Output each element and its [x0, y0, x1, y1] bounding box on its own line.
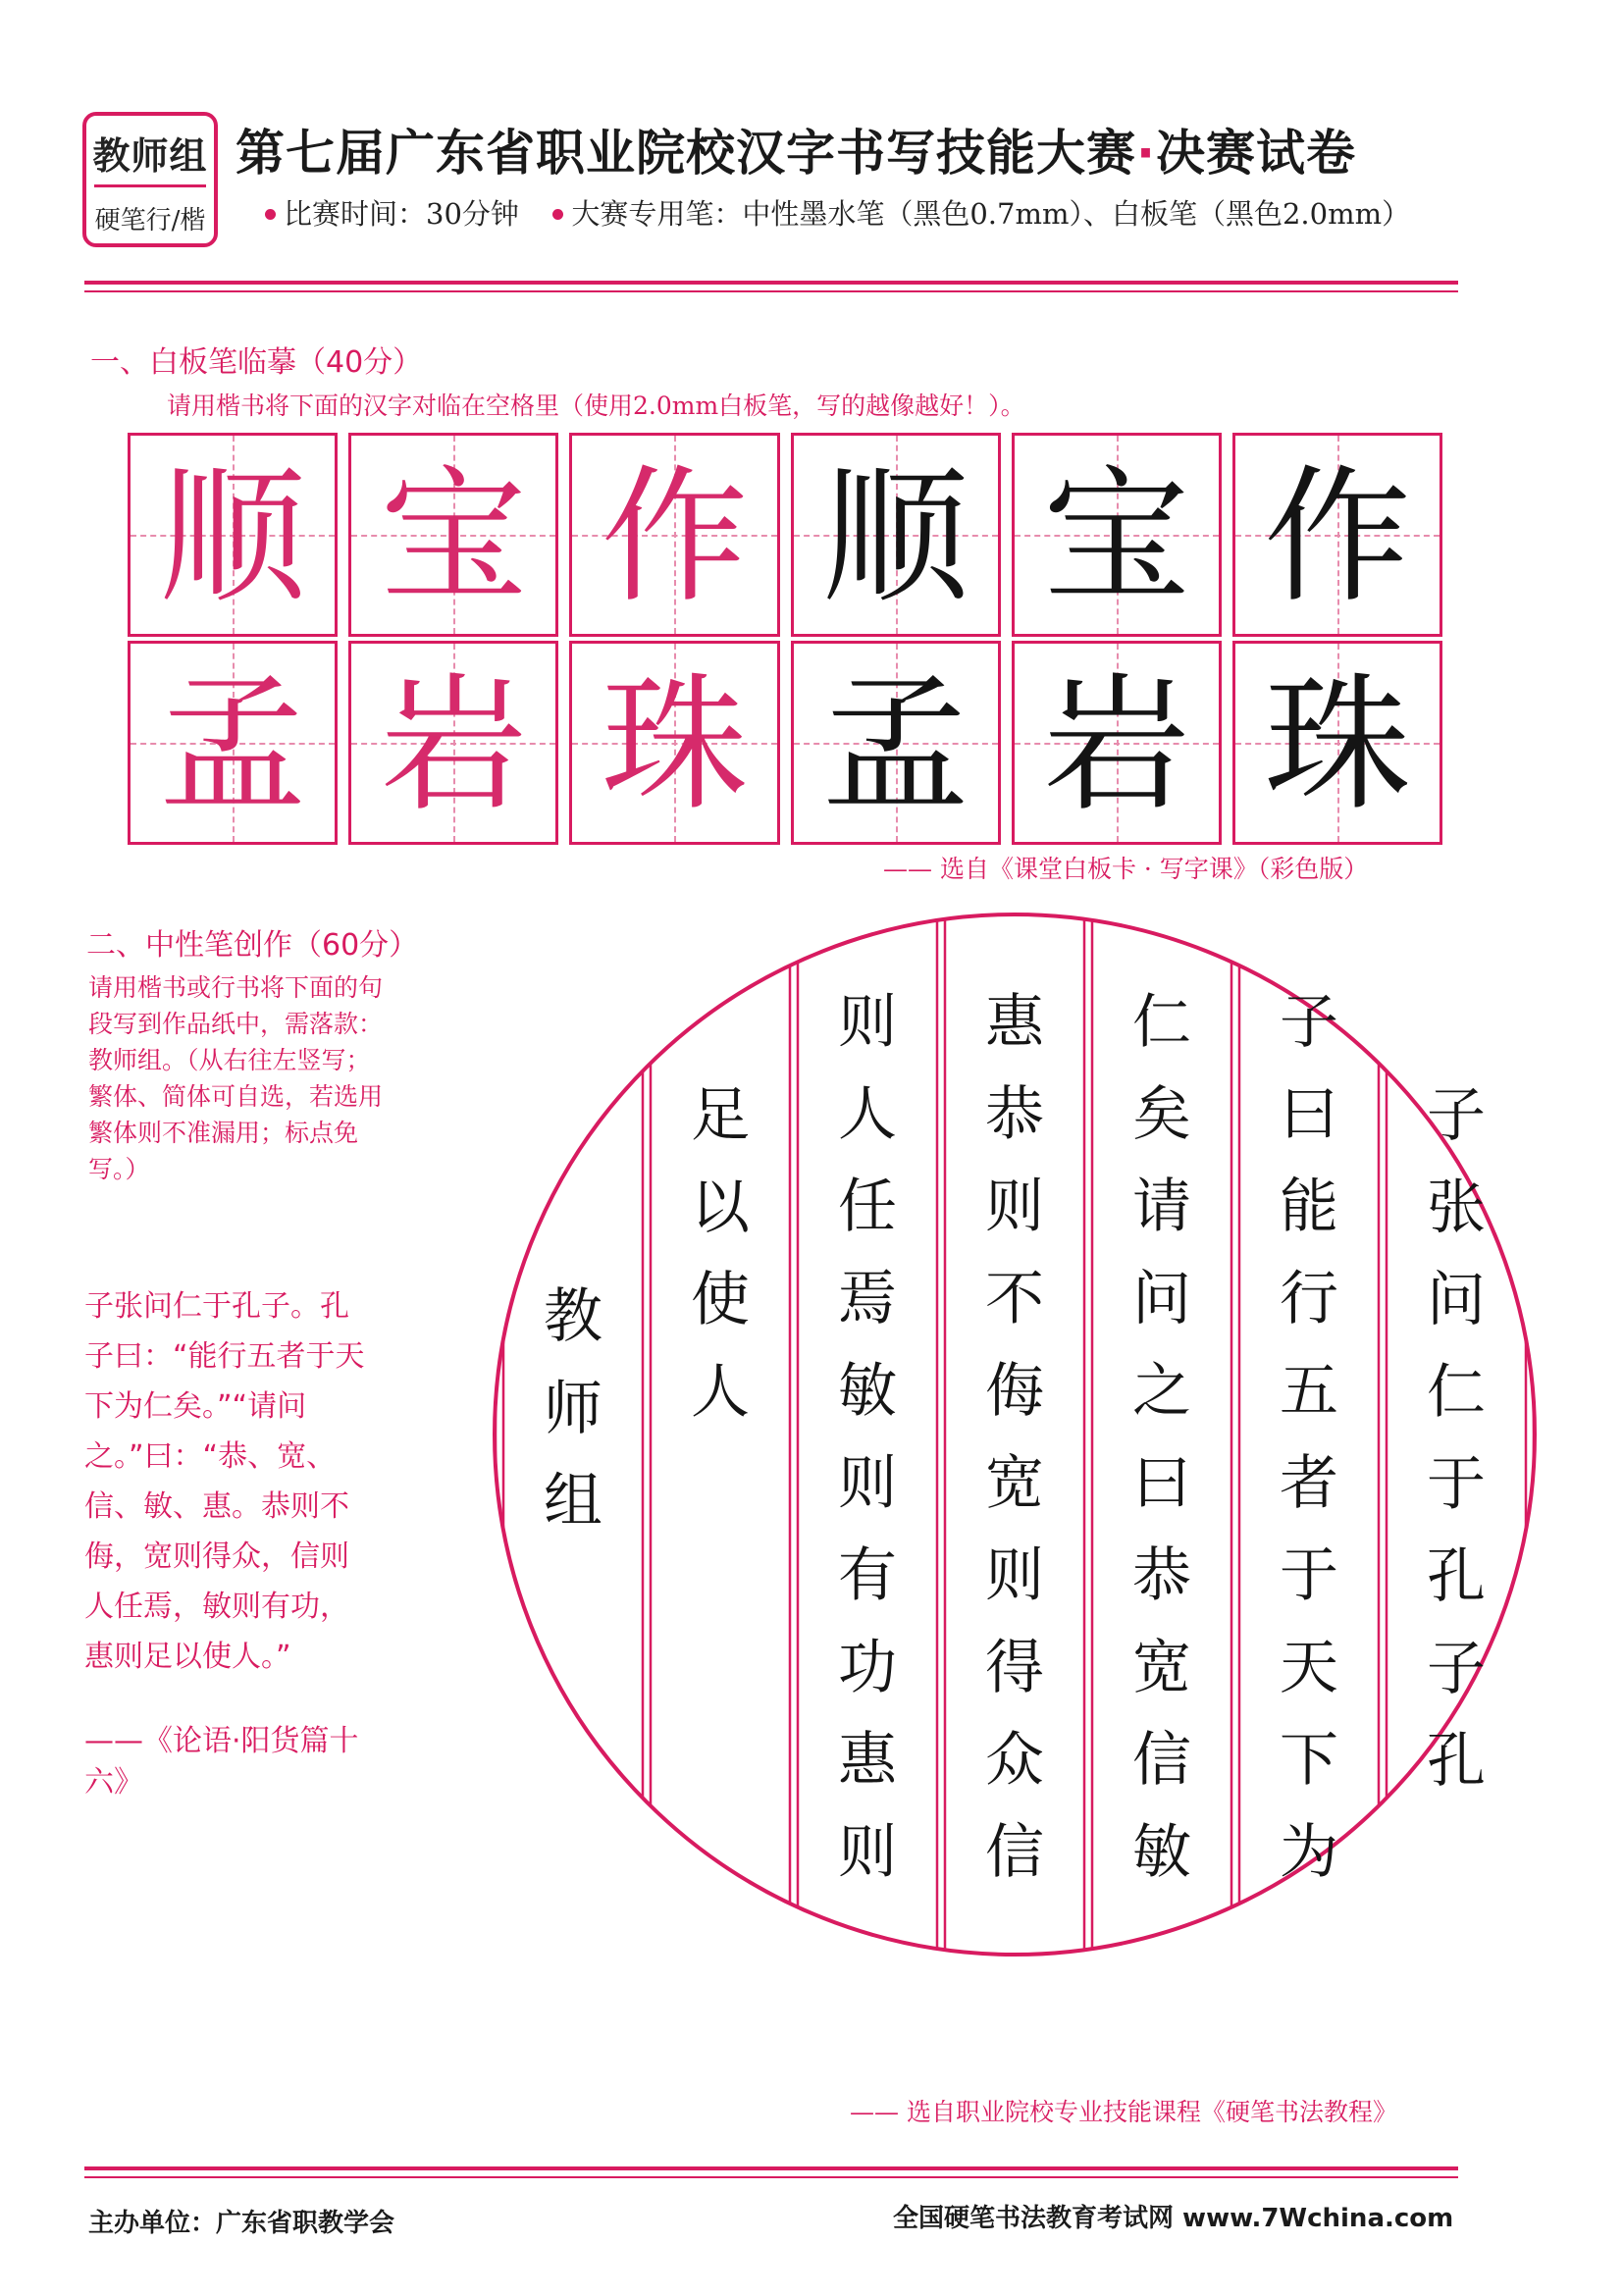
calligraphy-character: 则 — [985, 1541, 1044, 1610]
model-character: 作 — [601, 452, 749, 623]
calligraphy-character: 于 — [1280, 1541, 1338, 1610]
calligraphy-character: 孔 — [1427, 1542, 1486, 1611]
badge-divider — [94, 184, 206, 187]
calligraphy-character: 能 — [1280, 1173, 1338, 1241]
calligraphy-character: 之 — [1132, 1357, 1191, 1426]
calligraphy-character: 下 — [1280, 1726, 1338, 1795]
copy-cell[interactable] — [1012, 433, 1222, 637]
section2-title: 二、中性笔创作（60分） — [86, 928, 419, 963]
calligraphy-character: 五 — [1280, 1357, 1338, 1426]
copy-cell[interactable] — [348, 433, 558, 637]
copied-character: 作 — [1263, 452, 1411, 623]
calligraphy-character: 众 — [985, 1726, 1044, 1795]
calligraphy-character: 使 — [691, 1266, 750, 1334]
copied-character: 珠 — [1263, 660, 1411, 831]
calligraphy-character: 有 — [838, 1541, 897, 1610]
circle-paper-svg — [475, 895, 1554, 1974]
section2-credit: —— 选自职业院校专业技能课程《硬笔书法教程》 — [850, 2098, 1397, 2126]
calligraphy-character: 张 — [1427, 1174, 1486, 1242]
calligraphy-character: 人 — [691, 1358, 750, 1427]
calligraphy-character: 信 — [985, 1818, 1044, 1887]
calligraphy-character: 敏 — [838, 1357, 897, 1426]
calligraphy-character: 组 — [544, 1467, 602, 1536]
calligraphy-character: 曰 — [1280, 1080, 1338, 1149]
calligraphy-character: 不 — [985, 1265, 1044, 1333]
title-main: 第七届广东省职业院校汉字书写技能大赛 — [236, 125, 1136, 182]
calligraphy-character: 教 — [544, 1282, 602, 1351]
title-dot: · — [1136, 125, 1156, 182]
calligraphy-character: 惠 — [838, 1726, 897, 1795]
work-paper-circle[interactable] — [475, 895, 1554, 1974]
calligraphy-character: 恭 — [1132, 1541, 1191, 1610]
copied-character: 孟 — [821, 660, 969, 831]
calligraphy-character: 则 — [838, 988, 897, 1057]
title-end: 决赛试卷 — [1156, 125, 1356, 182]
copy-cell[interactable] — [569, 433, 779, 637]
copy-cell[interactable] — [1012, 641, 1222, 845]
calligraphy-character: 则 — [838, 1449, 897, 1518]
passage-text: 子张问仁于孔子。孔子曰：“能行五者于天下为仁矣。”“请问之。”曰：“恭、宽、信、敏、惠。恭则不侮，宽则得众，信则人任焉，敏则有功，惠则足以使人。” — [84, 1289, 365, 1674]
calligraphy-character: 于 — [1427, 1450, 1486, 1519]
calligraphy-character: 问 — [1132, 1265, 1191, 1333]
calligraphy-character: 焉 — [838, 1265, 897, 1333]
calligraphy-character: 仁 — [1427, 1358, 1486, 1427]
model-character: 岩 — [380, 660, 528, 831]
calligraphy-character: 为 — [1280, 1818, 1338, 1887]
header-rule-thick — [84, 281, 1458, 285]
badge-group-label: 教师组 — [92, 134, 208, 178]
copy-cell[interactable] — [1232, 641, 1442, 845]
calligraphy-character: 请 — [1132, 1173, 1191, 1241]
organizer: 主办单位：广东省职教学会 — [88, 2209, 395, 2238]
exam-pens: 大赛专用笔：中性墨水笔（黑色0.7mm）、白板笔（黑色2.0mm） — [571, 197, 1411, 231]
calligraphy-character: 功 — [838, 1634, 897, 1702]
calligraphy-character: 人 — [838, 1080, 897, 1149]
model-character: 孟 — [159, 660, 307, 831]
calligraphy-character: 孔 — [1427, 1727, 1486, 1796]
model-character: 顺 — [159, 452, 307, 623]
exam-time: 比赛时间：30分钟 — [284, 197, 519, 231]
calligraphy-character: 惠 — [985, 988, 1044, 1057]
calligraphy-character: 则 — [838, 1818, 897, 1887]
calligraphy-character: 信 — [1132, 1726, 1191, 1795]
copy-grid-row-1 — [128, 433, 1442, 637]
copy-cell[interactable] — [791, 433, 1001, 637]
copy-cell[interactable] — [348, 641, 558, 845]
page-title — [236, 114, 1356, 184]
copy-grid-row-2 — [128, 641, 1442, 845]
bullet-icon — [265, 209, 276, 220]
footer-rule-thick — [84, 2166, 1458, 2170]
category-badge — [82, 112, 218, 247]
calligraphy-character: 以 — [691, 1174, 750, 1242]
copied-character: 顺 — [821, 452, 969, 623]
copy-cell[interactable] — [128, 641, 338, 845]
section2-prompt: 请用楷书或行书将下面的句段写到作品纸中，需落款：教师组。（从右往左竖写；繁体、简体可自选，若选用繁体则不准漏用；标点免写。） — [88, 973, 384, 1183]
bullet-icon — [552, 209, 563, 220]
calligraphy-character: 天 — [1280, 1634, 1338, 1702]
section1-credit: —— 选自《课堂白板卡 · 写字课》（彩色版） — [883, 855, 1369, 883]
copied-character: 宝 — [1042, 452, 1190, 623]
calligraphy-character: 行 — [1280, 1265, 1338, 1333]
copied-character: 岩 — [1042, 660, 1190, 831]
model-character: 珠 — [601, 660, 749, 831]
calligraphy-character: 子 — [1427, 1081, 1486, 1150]
calligraphy-character: 问 — [1427, 1266, 1486, 1334]
calligraphy-character: 子 — [1280, 988, 1338, 1057]
calligraphy-character: 子 — [1427, 1635, 1486, 1703]
section1-instruction: 请用楷书将下面的汉字对临在空格里（使用2.0mm白板笔，写的越像越好！）。 — [167, 391, 1025, 420]
calligraphy-character: 侮 — [985, 1357, 1044, 1426]
website: 全国硬笔书法教育考试网 www.7Wchina.com — [893, 2204, 1454, 2233]
section1-title: 一、白板笔临摹（40分） — [90, 345, 423, 380]
calligraphy-character: 恭 — [985, 1080, 1044, 1149]
calligraphy-character: 宽 — [1132, 1634, 1191, 1702]
calligraphy-character: 则 — [985, 1173, 1044, 1241]
calligraphy-character: 足 — [691, 1081, 750, 1150]
calligraphy-character: 任 — [838, 1173, 897, 1241]
calligraphy-character: 敏 — [1132, 1818, 1191, 1887]
calligraphy-character: 曰 — [1132, 1449, 1191, 1518]
calligraphy-character: 得 — [985, 1634, 1044, 1702]
badge-style-label: 硬笔行/楷 — [94, 206, 206, 235]
copy-cell[interactable] — [569, 641, 779, 845]
calligraphy-character: 矣 — [1132, 1080, 1191, 1149]
calligraphy-character: 仁 — [1132, 988, 1191, 1057]
header-rule-thin — [84, 290, 1458, 292]
model-character: 宝 — [380, 452, 528, 623]
calligraphy-character: 师 — [544, 1375, 602, 1443]
copy-cell[interactable] — [128, 433, 338, 637]
passage-source: ——《论语·阳货篇十六》 — [84, 1724, 359, 1800]
exam-info — [265, 192, 1410, 233]
copy-cell[interactable] — [1232, 433, 1442, 637]
calligraphy-character: 宽 — [985, 1449, 1044, 1518]
calligraphy-character: 者 — [1280, 1449, 1338, 1518]
footer-rule-thin — [84, 2176, 1458, 2178]
copy-cell[interactable] — [791, 641, 1001, 845]
